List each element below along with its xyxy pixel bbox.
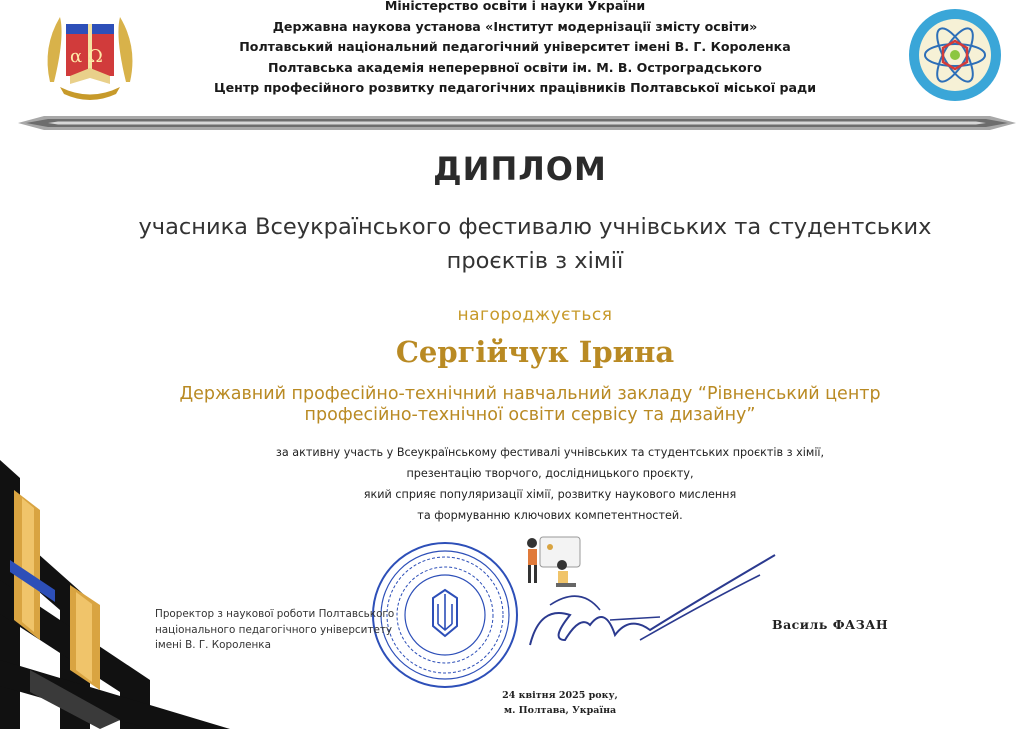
header-line: Центр професійного розвитку педагогічних працівників Полтавської міської ради xyxy=(213,80,817,95)
issuing-organizations xyxy=(150,0,880,99)
position-line: імені В. Г. Короленка xyxy=(155,639,271,651)
festival-logo xyxy=(906,6,1004,104)
issue-place: м. Полтава, Україна xyxy=(503,705,617,716)
alpha-omega-letters: α Ω xyxy=(70,46,103,67)
reason-line: презентацію творчого, дослідницького проєкту, xyxy=(406,467,694,480)
reason-line: який сприяє популяризації хімії, розвитку наукового мислення xyxy=(363,488,737,501)
diploma-title: ДИПЛОМ xyxy=(433,150,607,188)
header-line: Полтавська академія неперервної освіти ім. М. В. Остроградського xyxy=(268,59,762,75)
handwritten-signature xyxy=(510,545,780,665)
date-place xyxy=(470,688,650,718)
reason-line: та формуванню ключових компетентностей. xyxy=(417,509,683,522)
university-logo xyxy=(40,2,140,102)
recipient-institution xyxy=(60,384,1000,426)
subtitle-line: учасника Всеукраїнського фестивалю учнівських та студентських xyxy=(138,214,932,240)
diploma-subtitle xyxy=(70,210,1000,278)
award-reason xyxy=(170,442,930,526)
recipient-name: Сергійчук Ірина xyxy=(395,335,675,369)
institution-line: професійно-технічної освіти сервісу та дизайну” xyxy=(304,405,756,425)
signer-position xyxy=(155,607,455,654)
institution-line: Державний професійно-технічний навчальний закладу “Рівненський центр xyxy=(179,384,881,404)
subtitle-line: проєктів з хімії xyxy=(446,248,624,274)
issue-date: 24 квітня 2025 року, xyxy=(502,690,618,701)
signer-name: Василь ФАЗАН xyxy=(772,617,889,632)
header-line: Міністерство освіти і науки України xyxy=(384,0,646,13)
reason-line: за активну участь у Всеукраїнському фестивалі учнівських та студентських проєктів з хімії, xyxy=(275,446,825,459)
corner-decoration xyxy=(0,460,260,729)
header-line: Державна наукова установа «Інститут модернізації змісту освіти» xyxy=(272,18,758,34)
header-divider xyxy=(18,113,1016,133)
position-line: Проректор з наукової роботи Полтавського xyxy=(155,608,395,620)
awarded-label: нагороджується xyxy=(457,305,613,325)
header-line: Полтавський національний педагогічний університет імені В. Г. Короленка xyxy=(239,39,791,54)
position-line: національного педагогічного університету xyxy=(155,623,393,636)
